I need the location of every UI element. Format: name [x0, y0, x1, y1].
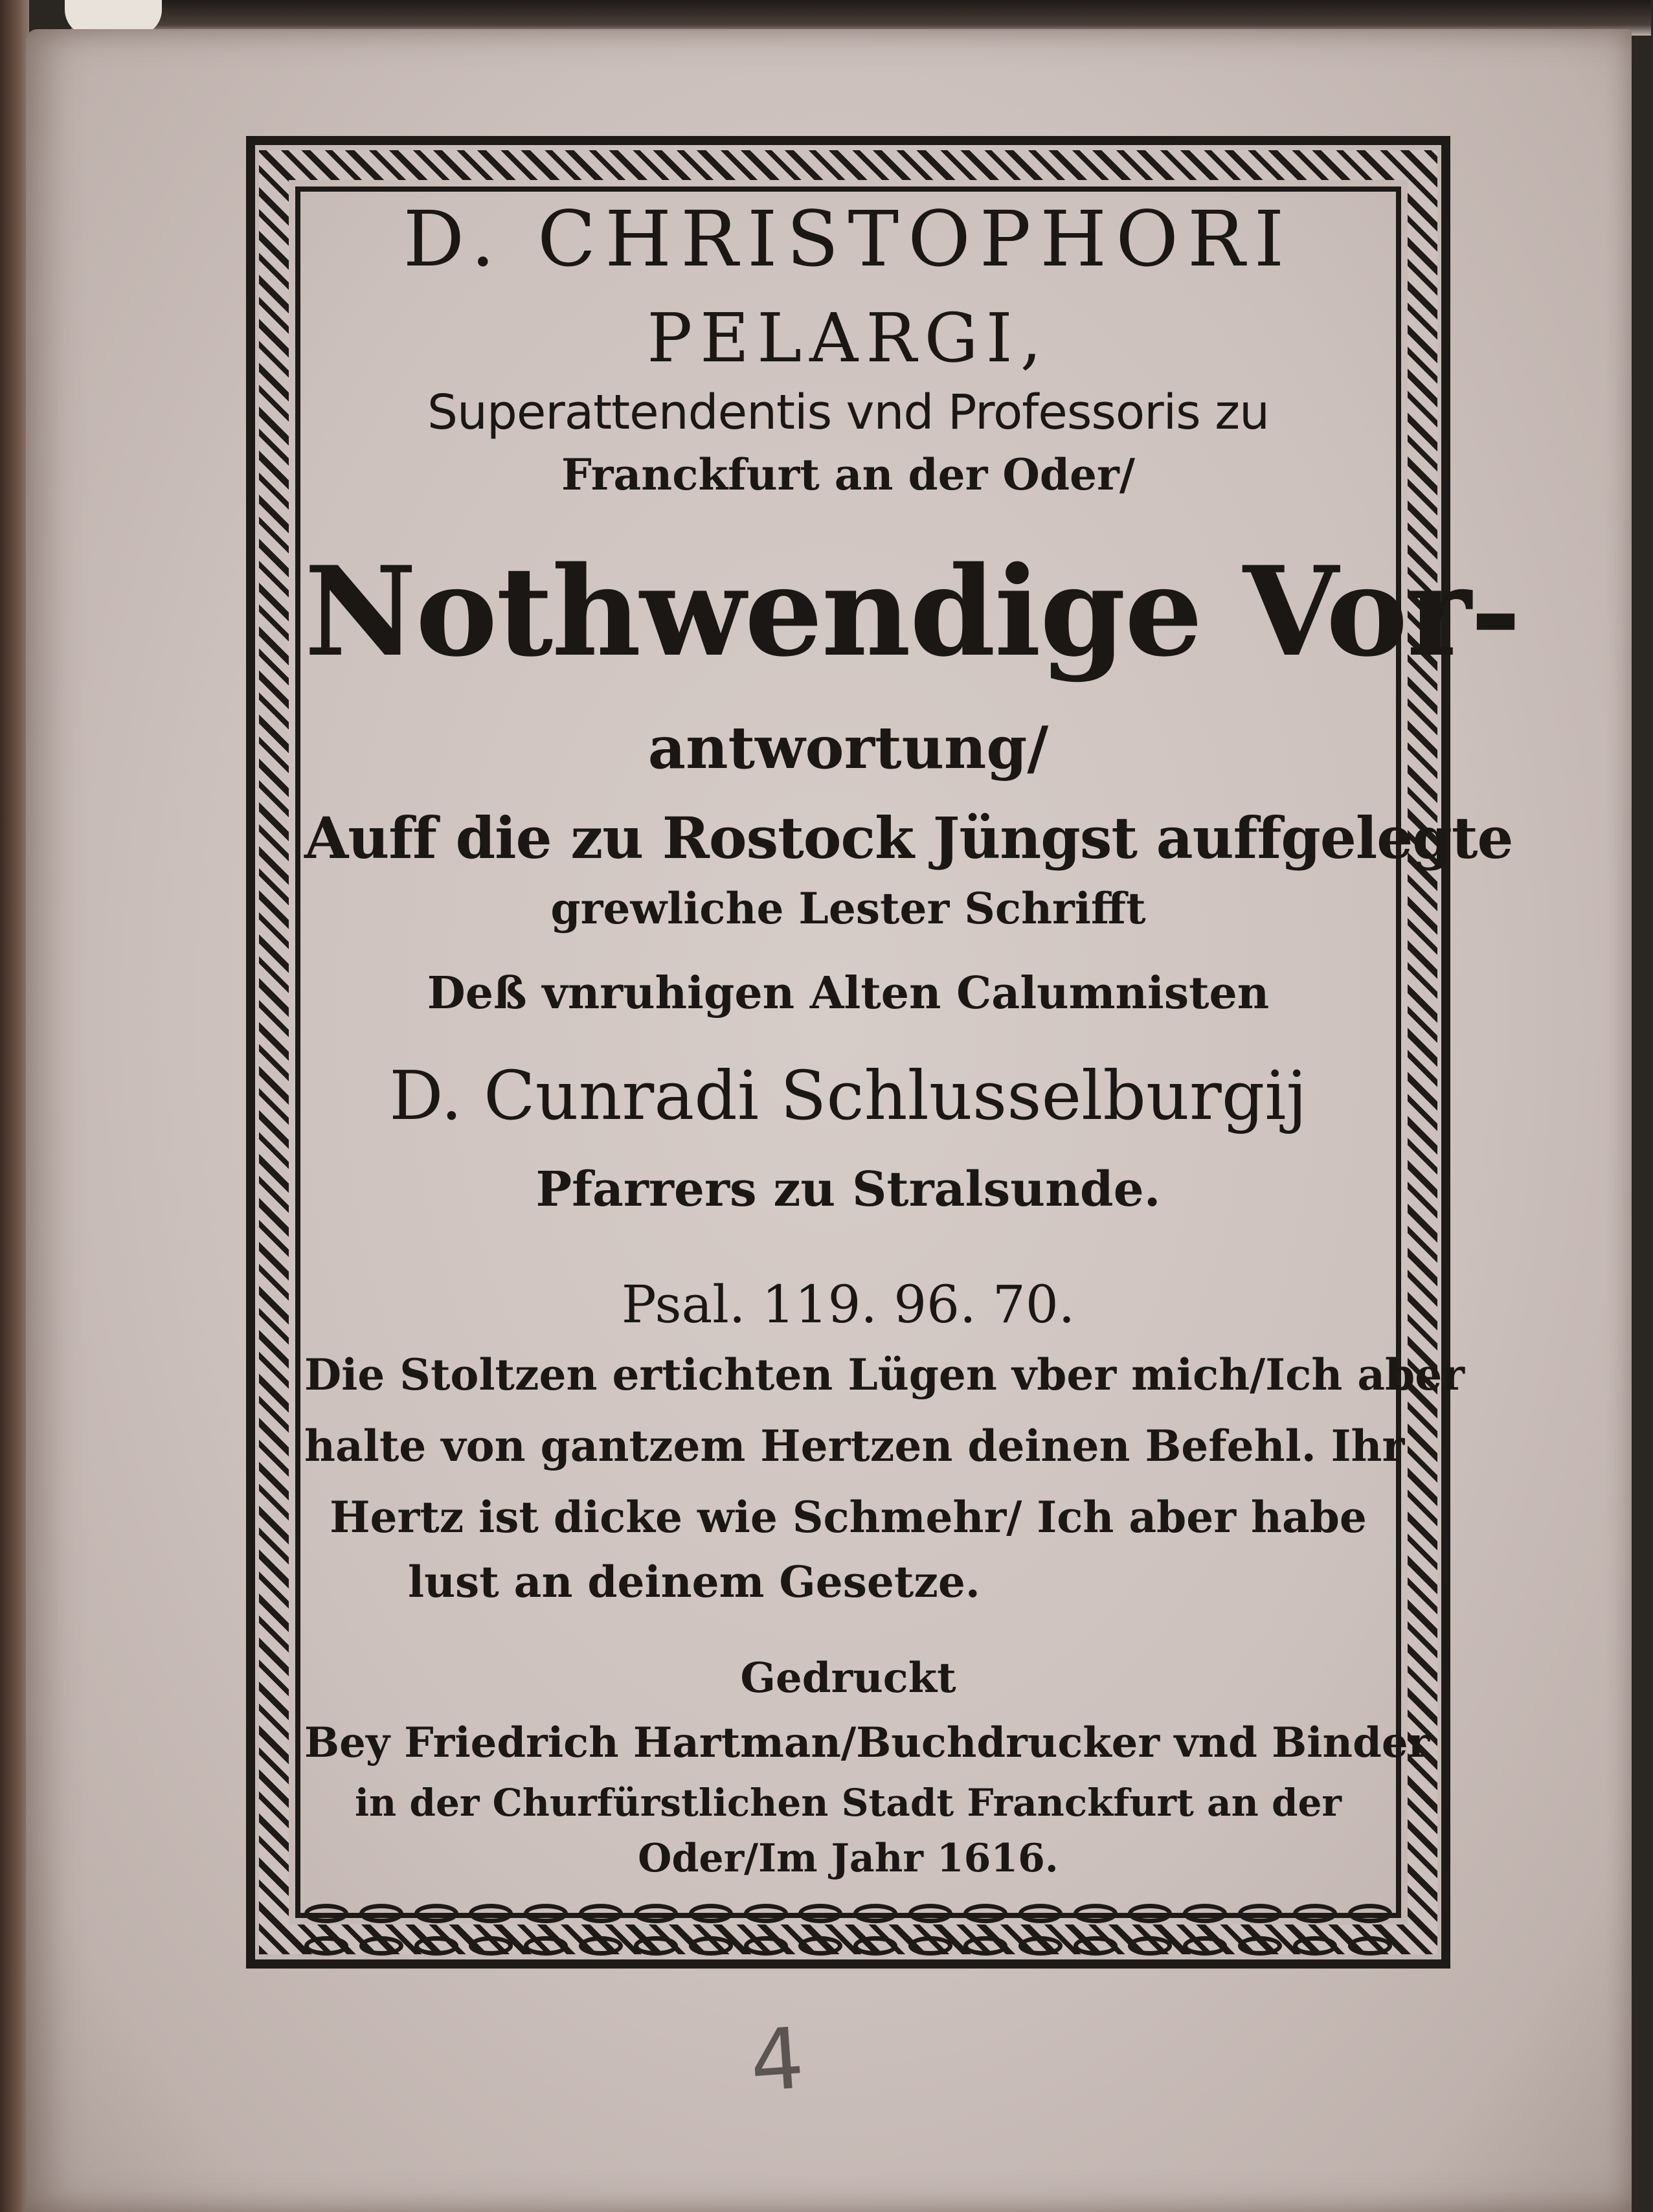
- psalm-text-1: Die Stoltzen ertichten Lügen vber mich/Ich aber: [304, 1349, 1465, 1400]
- author-line-1: D. CHRISTOPHORI: [403, 194, 1294, 284]
- office-line-2: Franckfurt an der Oder/: [561, 449, 1135, 500]
- psalm-text-4: lust an deinem Gesetze.: [408, 1557, 980, 1607]
- handwritten-page-number: 4: [747, 2009, 807, 2111]
- ornament-band-bottom-2: [304, 1933, 1392, 1959]
- main-title: Nothwendige Vor-: [304, 539, 1520, 684]
- imprint-printer: Bey Friedrich Hartman/Buchdrucker vnd Binder: [304, 1719, 1430, 1767]
- author-line-2: PELARGI,: [647, 299, 1050, 378]
- main-title-2: antwortung/: [647, 714, 1049, 782]
- psalm-reference: Psal. 119. 96. 70.: [621, 1274, 1075, 1335]
- opponent-office: Pfarrers zu Stralsunde.: [535, 1162, 1161, 1217]
- psalm-text-2: halte von gantzem Hertzen deinen Befehl. Ihr: [304, 1421, 1405, 1471]
- subtitle-2: grewliche Lester Schrifft: [550, 883, 1146, 934]
- office-line-1: Superattendentis vnd Professoris zu: [427, 385, 1269, 440]
- psalm-text-3: Hertz ist dicke wie Schmehr/ Ich aber habe: [330, 1492, 1367, 1542]
- book-spine: [0, 0, 29, 2212]
- subtitle-1: Auff die zu Rostock Jüngst auffgelegte: [304, 804, 1513, 872]
- imprint-year: Oder/Im Jahr 1616.: [638, 1836, 1059, 1881]
- opponent-name: D. Cunradi Schlusselburgij: [389, 1056, 1307, 1135]
- subtitle-3: Deß vnruhigen Alten Calumnisten: [427, 967, 1270, 1019]
- ornament-band-bottom: [304, 1901, 1392, 1926]
- imprint-printed: Gedruckt: [740, 1654, 956, 1702]
- imprint-place: in der Churfürstlichen Stadt Franckfurt an der: [355, 1781, 1342, 1825]
